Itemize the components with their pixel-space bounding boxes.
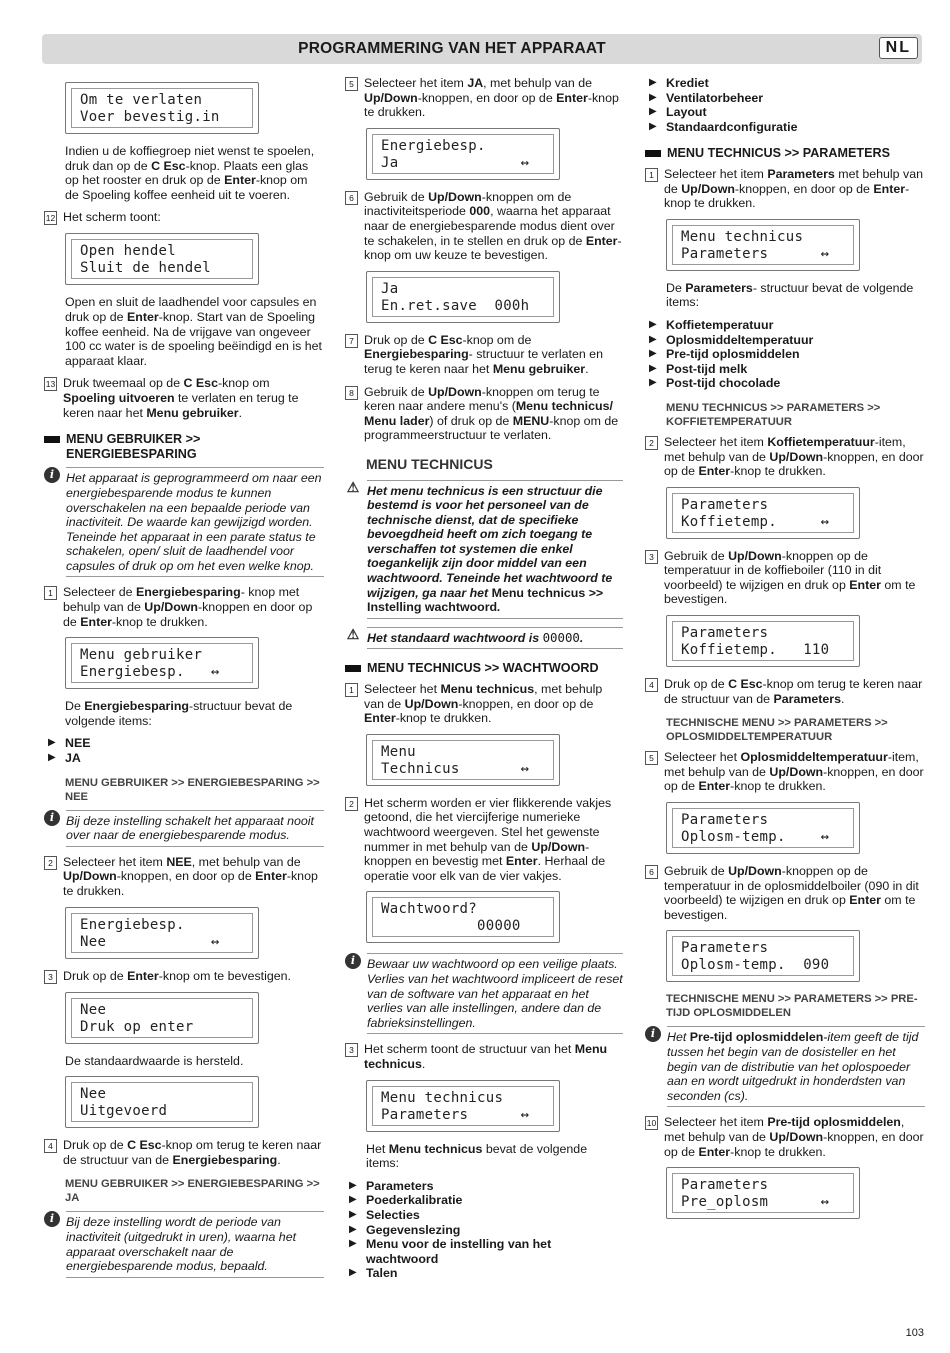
subsection-heading: MENU GEBRUIKER >> ENERGIEBESPARING >> JA	[65, 1178, 320, 1205]
info-icon: i	[645, 1026, 661, 1042]
item-list	[44, 736, 324, 765]
step-5: 5 Selecteer het Oplosmiddeltemperatuur-item, met behulp van de Up/Down-knoppen, en door op de Enter-knop te drukken.	[645, 750, 925, 794]
list-item: ▶ Pre-tijd oplosmiddelen	[645, 347, 925, 362]
warning-note: ⚠ Het menu technicus is een structuur die bestemd is voor het personeel van de technische dienst, dat de specifieke bevoegdheid heeft om zich toegang te verschaffen tot systemen die enkel toegankelijk zijn door middel van een wachtwoord. Teneinde het wachtwoord te wijzigen, ga naar het Menu technicus >> Instelling wachtwoord.	[345, 480, 623, 619]
step-12: 12 Het scherm toont:	[45, 210, 161, 225]
list-item: ▶ Selecties	[345, 1208, 623, 1223]
list-item: ▶ Koffietemperatuur	[645, 318, 925, 333]
info-note: i Het apparaat is geprogrammeerd om naar een energiebesparende modus te kunnen overschakelen na een bepaalde periode van inactiviteit. De waarde kan gewijzigd worden. Teneinde het apparaat in een parate status te schakelen, open/ sluit de laadhendel voor capsules of druk op om het even welke knop.	[44, 467, 324, 577]
step-2: 2 Het scherm worden er vier flikkerende vakjes getoond, die het viercijferige numerieke wachtwoord weergeven. Stel het gewenste nummer in met behulp van de Up/Down-knoppen en bevestig met Enter. Herhaal de operatie voor elk van de vier vakjes.	[345, 796, 623, 884]
warning-note: ⚠ Het standaard wachtwoord is 00000.	[345, 627, 623, 650]
lcd-display: Parameters Koffietemp. 110	[666, 615, 860, 667]
list-item: ▶ Poederkalibratie	[345, 1193, 623, 1208]
page-title: PROGRAMMERING VAN HET APPARAAT	[298, 40, 606, 57]
lcd-display: Energiebesp. Ja ↔	[366, 128, 560, 180]
list-item: ▶ Menu voor de instelling van het wachtwoord	[345, 1237, 623, 1266]
step-6: 6 Gebruik de Up/Down-knoppen om de inactiviteitsperiode 000, waarna het apparaat naar de energiebesparende modus dient over te schakelen, in te stellen en druk op de Enter-knop om uw keuze te bevestigen.	[345, 190, 623, 263]
item-list	[645, 76, 925, 134]
step-3: 3 Druk op de Enter-knop om te bevestigen.	[44, 969, 324, 984]
list-item: ▶ Ventilatorbeheer	[645, 91, 925, 106]
lcd-display: Parameters Oplosm-temp. 090	[666, 930, 860, 982]
page-number: 103	[905, 1327, 924, 1339]
lcd-display: Ja En.ret.save 000h	[366, 271, 560, 323]
list-item: ▶ Gegevenslezing	[345, 1223, 623, 1238]
lcd-display: Open hendel Sluit de hendel	[65, 233, 259, 285]
paragraph: De Parameters- structuur bevat de volgende items:	[666, 280, 914, 310]
step-4: 4 Druk op de C Esc-knop om terug te keren naar de structuur van de Energiebesparing.	[44, 1138, 324, 1167]
list-item: ▶ Layout	[645, 105, 925, 120]
lcd-display: Menu Technicus ↔	[366, 734, 560, 786]
column-2	[345, 76, 623, 1289]
info-note: i Het Pre-tijd oplosmiddelen-item geeft de tijd tussen het begin van de dosisteller en het begin van de distributie van het oplospoeder aan en wordt uitgedrukt in honderdsten van seconden (cs).	[645, 1026, 925, 1107]
paragraph: De Energiebesparing-structuur bevat de volgende items:	[65, 699, 293, 728]
info-icon: i	[345, 953, 361, 969]
info-icon: i	[44, 810, 60, 826]
list-item: ▶ Oplosmiddeltemperatuur	[645, 333, 925, 348]
subsection-heading: TECHNISCHE MENU >> PARAMETERS >> OPLOSMIDDELTEMPERATUUR	[666, 717, 888, 744]
info-note: i Bij deze instelling wordt de periode van inactiviteit (uitgedrukt in uren), waarna het apparaat overschakelt naar de energiebesparende modus, bepaald.	[44, 1211, 324, 1277]
paragraph: Het Menu technicus bevat de volgende items:	[366, 1141, 588, 1171]
list-item: ▶ Post-tijd melk	[645, 362, 925, 377]
step-8: 8 Gebruik de Up/Down-knoppen om terug te keren naar andere menu's (Menu technicus/ Menu lader) of druk op de MENU-knop om de programmeerstructuur te verlaten.	[345, 385, 623, 443]
paragraph: Open en sluit de laadhendel voor capsules en druk op de Enter-knop. Start van de Spoeling koffee eenheid. Na de vrijgave van ongeveer 100 cc water is de spoeling beëindigd en is het apparaat klaar.	[65, 295, 322, 368]
step-1: 1 Selecteer het item Parameters met behulp van de Up/Down-knoppen, en door op de Enter-knop te drukken.	[645, 167, 925, 211]
column-1	[44, 76, 324, 1286]
lcd-display: Menu technicus Parameters ↔	[666, 219, 860, 271]
step-13: 13 Druk tweemaal op de C Esc-knop om Spoeling uitvoeren te verlaten en terug te keren naar het Menu gebruiker.	[45, 376, 299, 420]
warning-icon: ⚠	[346, 626, 360, 643]
paragraph: De standaardwaarde is hersteld.	[65, 1053, 244, 1068]
info-icon: i	[44, 1211, 60, 1227]
step-6: 6 Gebruik de Up/Down-knoppen op de temperatuur in de oplosmiddelboiler (090 in dit voorbeeld) te wijzigen en druk op Enter om te bevestigen.	[645, 864, 925, 922]
warning-icon: ⚠	[346, 479, 360, 496]
list-item: ▶ Parameters	[345, 1179, 623, 1194]
list-item: ▶ Standaardconfiguratie	[645, 120, 925, 135]
language-badge: NL	[879, 37, 918, 59]
lcd-display: Om te verlaten Voer bevestig.in	[65, 82, 259, 134]
lcd-display: Nee Druk op enter	[65, 992, 259, 1044]
list-item: ▶ Talen	[345, 1266, 623, 1281]
step-2: 2 Selecteer het item Koffietemperatuur-item, met behulp van de Up/Down-knoppen, en door op de Enter-knop te drukken.	[645, 435, 925, 479]
lcd-display: Parameters Pre_oplosm ↔	[666, 1167, 860, 1219]
step-2: 2 Selecteer het item NEE, met behulp van de Up/Down-knoppen, en door op de Enter-knop te drukken.	[44, 855, 324, 899]
section-title: MENU TECHNICUS	[366, 455, 493, 472]
lcd-display: Menu gebruiker Energiebesp. ↔	[65, 637, 259, 689]
list-item: ▶ Post-tijd chocolade	[645, 376, 925, 391]
subsection-heading: MENU TECHNICUS >> PARAMETERS >> KOFFIETEMPERATUUR	[666, 401, 881, 428]
step-5: 5 Selecteer het item JA, met behulp van de Up/Down-knoppen, en door op de Enter-knop te drukken.	[345, 76, 623, 120]
page-header	[42, 34, 922, 64]
list-item: ▶ NEE	[44, 736, 324, 751]
paragraph: Indien u de koffiegroep niet wenst te spoelen, druk dan op de C Esc-knop. Plaats een glas op het rooster en druk op de Enter-knop om de Spoeling koffee eenheid uit te voeren.	[65, 144, 315, 202]
step-10: 10 Selecteer het item Pre-tijd oplosmiddelen, met behulp van de Up/Down-knoppen, en door op de Enter-knop te drukken.	[646, 1115, 924, 1159]
lcd-display: Parameters Oplosm-temp. ↔	[666, 802, 860, 854]
lcd-display: Menu technicus Parameters ↔	[366, 1080, 560, 1132]
step-1: 1 Selecteer het Menu technicus, met behulp van de Up/Down-knoppen, en door op de Enter-knop te drukken.	[345, 682, 623, 726]
lcd-display: Nee Uitgevoerd	[65, 1076, 259, 1128]
list-item: ▶ Krediet	[645, 76, 925, 91]
step-7: 7 Druk op de C Esc-knop om de Energiebesparing- structuur te verlaten en terug te keren naar het Menu gebruiker.	[345, 333, 623, 377]
lcd-display: Energiebesp. Nee ↔	[65, 907, 259, 959]
item-list	[345, 1179, 623, 1281]
info-note: i Bewaar uw wachtwoord op een veilige plaats. Verlies van het wachtwoord impliceert de reset van de software van het apparaat en het verlies van alle instellingen, andere dan de fabrieksinstellingen.	[345, 953, 623, 1034]
step-4: 4 Druk op de C Esc-knop om terug te keren naar de structuur van de Parameters.	[645, 677, 925, 706]
list-item: ▶ JA	[44, 751, 324, 766]
step-3: 3 Gebruik de Up/Down-knoppen op de temperatuur in de koffieboiler (110 in dit voorbeeld) te wijzigen en druk op Enter om te bevestigen.	[645, 549, 925, 607]
step-3: 3 Het scherm toont de structuur van het Menu technicus.	[345, 1042, 623, 1071]
lcd-display: Wachtwoord? 00000	[366, 891, 560, 943]
section-heading: MENU TECHNICUS >> PARAMETERS	[645, 146, 925, 161]
subsection-heading: MENU GEBRUIKER >> ENERGIEBESPARING >> NEE	[65, 776, 320, 803]
info-note: i Bij deze instelling schakelt het apparaat nooit over naar de energiebesparende modus.	[44, 810, 324, 847]
section-heading: MENU GEBRUIKER >> ENERGIEBESPARING	[44, 432, 324, 461]
step-1: 1 Selecteer de Energiebesparing- knop met behulp van de Up/Down-knoppen en door op de Enter-knop te drukken.	[44, 585, 324, 629]
section-heading: MENU TECHNICUS >> WACHTWOORD	[345, 661, 623, 676]
column-3	[645, 76, 925, 1229]
lcd-display: Parameters Koffietemp. ↔	[666, 487, 860, 539]
item-list	[645, 318, 925, 391]
info-icon: i	[44, 467, 60, 483]
subsection-heading: TECHNISCHE MENU >> PARAMETERS >> PRE-TIJD OPLOSMIDDELEN	[666, 993, 918, 1020]
